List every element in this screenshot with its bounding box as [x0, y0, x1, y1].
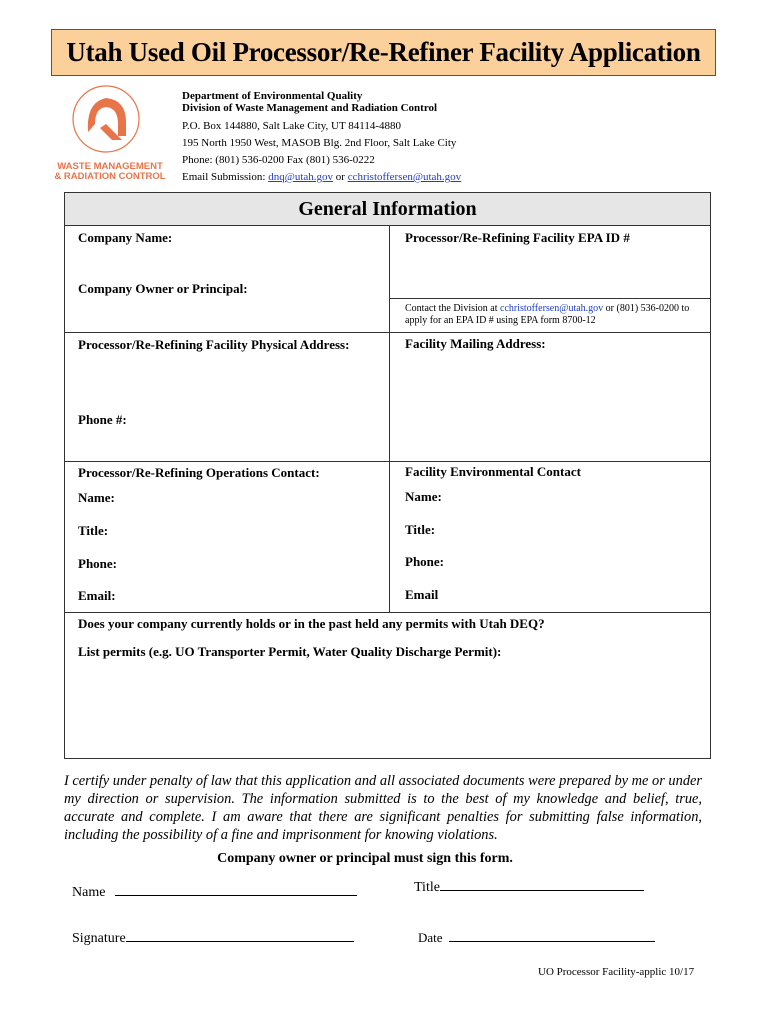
- row-divider: [389, 298, 710, 299]
- phone-fax: Phone: (801) 536-0200 Fax (801) 536-0222: [182, 154, 375, 166]
- ops-contact-heading: Processor/Re-Refining Operations Contact:: [78, 465, 320, 480]
- row-divider: [65, 332, 710, 333]
- email-submission: [182, 171, 461, 184]
- signature-line[interactable]: [126, 927, 354, 942]
- name-line[interactable]: [115, 881, 357, 896]
- title-line[interactable]: [440, 876, 644, 891]
- name-label: Name: [72, 885, 106, 900]
- epa-note-post: or (801) 536-0200 to: [605, 303, 690, 314]
- date-line[interactable]: [449, 927, 655, 942]
- env-title-field[interactable]: Title:: [405, 522, 436, 537]
- env-email-field[interactable]: Email: [405, 587, 439, 602]
- company-name-field[interactable]: Company Name:: [78, 230, 173, 245]
- list-permits-field[interactable]: List permits (e.g. UO Transporter Permit, Water Quality Discharge Permit):: [78, 644, 502, 659]
- form-footer: UO Processor Facility-applic 10/17: [538, 966, 695, 978]
- title-signature-field[interactable]: [414, 876, 644, 896]
- po-box: P.O. Box 144880, Salt Lake City, UT 84114-4880: [182, 120, 401, 132]
- ops-email-field[interactable]: Email:: [78, 588, 116, 603]
- env-name-field[interactable]: Name:: [405, 489, 442, 504]
- section-header: General Information: [65, 193, 710, 226]
- owner-field[interactable]: Company Owner or Principal:: [78, 281, 248, 296]
- physical-address-field[interactable]: Processor/Re-Refining Facility Physical Address:: [78, 337, 350, 352]
- page-title: Utah Used Oil Processor/Re-Refiner Facility Application: [51, 29, 716, 76]
- certification-statement: I certify under penalty of law that this application and all associated documents were prepared by me or under my direction or supervision. The information submitted is to the best of my knowledge and belief, true, accurate and complete. I am aware that there are significant penalties for submitting false information, including the possibility of a fine and imprisonment for knowing violations.: [64, 773, 702, 843]
- division-name: Division of Waste Management and Radiation Control: [182, 102, 438, 114]
- env-contact-heading: Facility Environmental Contact: [405, 464, 581, 479]
- epa-id-field[interactable]: Processor/Re-Refining Facility EPA ID #: [405, 230, 630, 245]
- epa-note-line2: apply for an EPA ID # using EPA form 8700-12: [405, 315, 596, 326]
- sign-note: Company owner or principal must sign this form.: [217, 851, 513, 866]
- logo-line-2: & RADIATION CONTROL: [54, 171, 166, 182]
- deq-logo: [48, 80, 172, 184]
- email-or: or: [335, 171, 345, 183]
- logo-line-1: WASTE MANAGEMENT: [57, 161, 163, 172]
- ops-title-field[interactable]: Title:: [78, 523, 109, 538]
- title-label: Title: [414, 880, 440, 895]
- epa-note: [405, 303, 689, 327]
- date-field[interactable]: [418, 927, 655, 946]
- logo-center: [102, 115, 110, 123]
- ops-phone-field[interactable]: Phone:: [78, 556, 117, 571]
- email-link-cchristoffersen[interactable]: cchristoffersen@utah.gov: [347, 171, 462, 183]
- signature-label: Signature: [72, 931, 126, 946]
- name-signature-field[interactable]: [72, 881, 357, 901]
- phone-number-field[interactable]: Phone #:: [78, 412, 127, 427]
- dept-name: Department of Environmental Quality: [182, 90, 363, 102]
- column-divider: [389, 225, 390, 612]
- epa-note-pre: Contact the Division at: [405, 303, 498, 314]
- epa-note-email-link[interactable]: cchristoffersen@utah.gov: [500, 303, 604, 314]
- email-link-dnq[interactable]: dnq@utah.gov: [268, 171, 334, 183]
- mailing-address-field[interactable]: Facility Mailing Address:: [405, 336, 546, 351]
- ops-name-field[interactable]: Name:: [78, 490, 115, 505]
- signature-field[interactable]: [72, 927, 354, 947]
- row-divider: [65, 612, 710, 613]
- email-label: Email Submission:: [182, 171, 266, 183]
- env-phone-field[interactable]: Phone:: [405, 554, 444, 569]
- street-address: 195 North 1950 West, MASOB Blg. 2nd Floor, Salt Lake City: [182, 137, 457, 149]
- row-divider: [65, 461, 710, 462]
- permits-question: Does your company currently holds or in the past held any permits with Utah DEQ?: [78, 616, 545, 631]
- date-label: Date: [418, 930, 443, 945]
